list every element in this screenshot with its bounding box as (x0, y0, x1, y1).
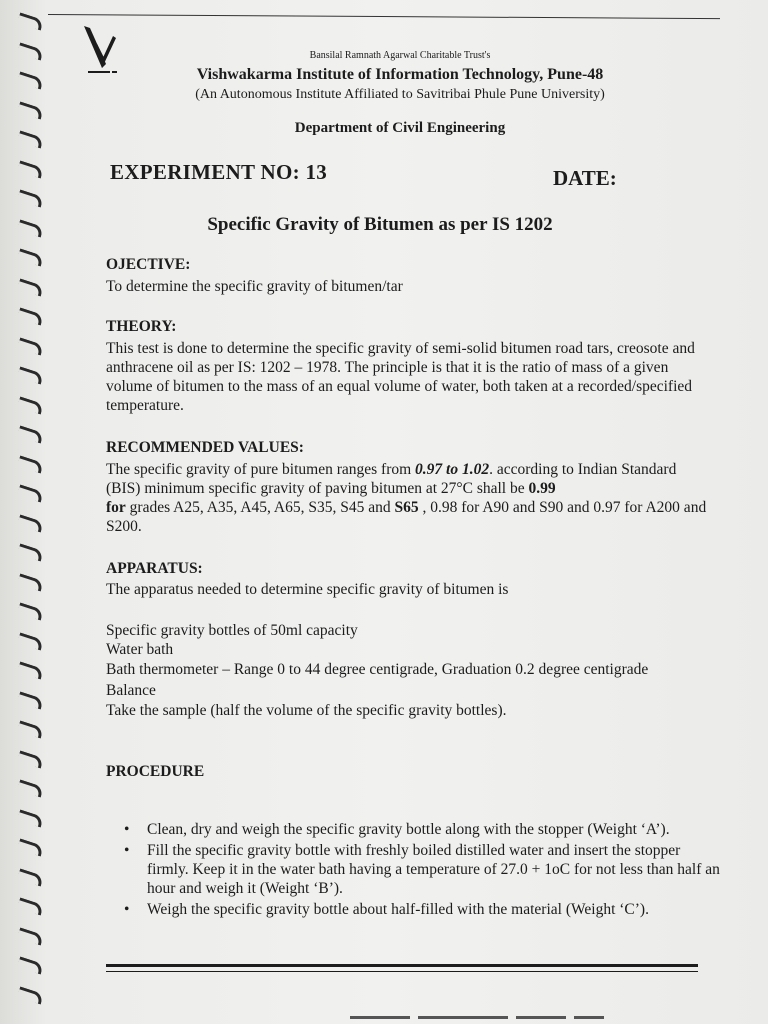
apparatus-item: Take the sample (half the volume of the specific gravity bottles). (106, 702, 507, 719)
footer-rule-thin (106, 971, 698, 972)
procedure-step: • Fill the specific gravity bottle with freshly boiled distilled water and insert the stopper firmly. Keep it in the water bath having a temperature of 27.0 + 1oC for not less than half an hour and weigh it (Weight ‘B’). (124, 841, 724, 898)
date-label: DATE: (553, 166, 617, 190)
procedure-list (124, 820, 724, 921)
recommended-text (106, 460, 712, 536)
spiral-ring (17, 868, 44, 886)
spiral-ring (17, 691, 44, 709)
apparatus-item: Water bath (106, 641, 174, 658)
spiral-ring (17, 573, 44, 591)
top-rule (48, 14, 720, 19)
recommended-part-5: , 0.98 for A90 and S90 and 0.97 for A200 and S200. (106, 499, 707, 535)
recommended-grade: S65 (394, 499, 419, 516)
spiral-ring (17, 130, 44, 148)
trust-name: Bansilal Ramnath Agarwal Charitable Trust's (309, 50, 491, 61)
spiral-ring (17, 42, 44, 60)
vit-logo-icon (82, 24, 122, 80)
spiral-ring (17, 71, 44, 89)
spiral-ring (17, 219, 44, 237)
spiral-ring (17, 101, 44, 119)
spiral-ring (17, 366, 44, 384)
spiral-ring (17, 720, 44, 738)
spiral-ring (17, 779, 44, 797)
affiliation: (An Autonomous Institute Affiliated to Savitribai Phule Pune University) (195, 87, 605, 102)
spiral-binding (10, 8, 50, 1024)
recommended-min-value: 0.99 (528, 480, 556, 497)
procedure-step: • Clean, dry and weigh the specific gravity bottle along with the stopper (Weight ‘A’). (124, 820, 724, 839)
footer-rule-thick (106, 964, 698, 967)
spiral-ring (17, 514, 44, 532)
document-title: Specific Gravity of Bitumen as per IS 1202 (207, 214, 553, 235)
spiral-ring (17, 12, 44, 30)
spiral-ring (17, 278, 44, 296)
recommended-for: for (106, 499, 126, 516)
objective-heading: OJECTIVE: (106, 256, 191, 273)
footer-cut-off (350, 1016, 680, 1024)
apparatus-heading: APPARATUS: (106, 560, 203, 577)
procedure-step: • Weigh the specific gravity bottle about half-filled with the material (Weight ‘C’). (124, 900, 724, 919)
recommended-part-2: . according to Indian Standard (BIS) minimum specific gravity of paving bitumen at 27°C shall be (106, 461, 677, 497)
procedure-heading: PROCEDURE (106, 763, 205, 780)
spiral-ring (17, 750, 44, 768)
institute-name: Vishwakarma Institute of Information Technology, Pune-48 (196, 66, 604, 83)
spiral-ring (17, 897, 44, 915)
spiral-ring (17, 455, 44, 473)
spiral-ring (17, 484, 44, 502)
apparatus-intro: The apparatus needed to determine specific gravity of bitumen is (106, 581, 509, 598)
spiral-ring (17, 337, 44, 355)
spiral-ring (17, 986, 44, 1004)
recommended-part-1: The specific gravity of pure bitumen ranges from (106, 461, 416, 478)
experiment-number: EXPERIMENT NO: 13 (110, 160, 328, 184)
recommended-range: 0.97 to 1.02 (415, 461, 490, 478)
theory-heading: THEORY: (106, 318, 177, 335)
spiral-ring (17, 632, 44, 650)
department-name: Department of Civil Engineering (294, 120, 506, 136)
spiral-ring (17, 248, 44, 266)
recommended-part-4: grades A25, A35, A45, A65, S35, S45 and (125, 499, 395, 516)
apparatus-item: Balance (106, 682, 156, 699)
objective-text: To determine the specific gravity of bitumen/tar (106, 278, 403, 295)
spiral-ring (17, 189, 44, 207)
spiral-ring (17, 160, 44, 178)
spiral-ring (17, 838, 44, 856)
spiral-ring (17, 425, 44, 443)
spiral-ring (17, 809, 44, 827)
apparatus-item: Specific gravity bottles of 50ml capacity (106, 622, 358, 639)
apparatus-item: Bath thermometer – Range 0 to 44 degree centigrade, Graduation 0.2 degree centigrade (106, 661, 649, 678)
spiral-ring (17, 307, 44, 325)
spiral-ring (17, 927, 44, 945)
recommended-heading: RECOMMENDED VALUES: (106, 439, 304, 456)
spiral-ring (17, 396, 44, 414)
spiral-ring (17, 543, 44, 561)
spiral-ring (17, 661, 44, 679)
theory-text: This test is done to determine the specific gravity of semi-solid bitumen road tars, creosote and anthracene oil as per IS: 1202 – 1978. The principle is that it is the ratio of mass of a given volume of bitumen to the mass of an equal volume of water, both taken at a recorded/specified temperature. (106, 340, 695, 414)
spiral-ring (17, 956, 44, 974)
spiral-ring (17, 602, 44, 620)
